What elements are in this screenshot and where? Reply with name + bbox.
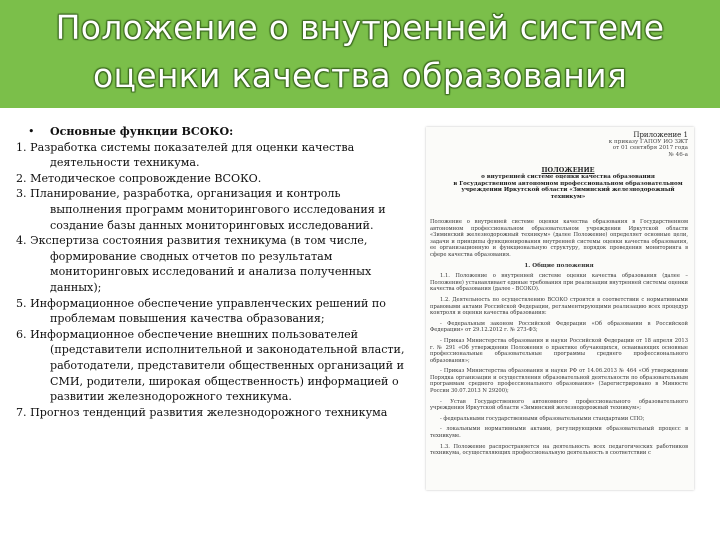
- document-title-line: учреждении Иркутской области «Зиминский железнодорожный техникум»: [461, 187, 675, 201]
- list-item: 4. Экспертиза состояния развития техникума (в том числе, формирование сводных отчетов по результатам мониторинговых исследований и анализа полученных данных);: [16, 234, 372, 294]
- list-item: 5. Информационное обеспечение управленческих решений по проблемам повышения качества образования;: [16, 296, 386, 326]
- document-paragraph: - локальными нормативными актами, регулирующими образовательный процесс в техникуме.: [430, 426, 688, 440]
- list-item: 1. Разработка системы показателей для оценки качества деятельности техникума.: [16, 140, 355, 170]
- slide-title: [0, 4, 720, 100]
- document-section-heading: 1. Общие положения: [524, 262, 594, 269]
- document-intro: Положение о внутренней системе оценки качества образования в Государственном автономном профессиональном образовательном учреждении Иркутской области «Зиминский железнодорожный техникум» (далее Положение) определяет основные цели, задачи и принципы функционирования внутренней системы оценки качества образования, ее организационную и функциональную структуру, порядок проведения мониторинга в сфере качества образования.: [430, 219, 688, 258]
- appendix-note: [608, 131, 688, 158]
- appendix-label: Приложение 1: [633, 131, 688, 139]
- document-paragraph: - федеральными государственными образовательными стандартами СПО;: [440, 415, 645, 422]
- appendix-line: к приказу ГАПОУ ИО ЗЖТ: [608, 139, 688, 145]
- list-item: 7. Прогноз тенденций развития железнодорожного техникума: [16, 405, 388, 419]
- functions-subtitle: Основные функции ВСОКО:: [50, 125, 234, 138]
- document-paragraph: - Устав Государственного автономного профессионального образовательного учреждения Иркутской области «Зиминский железнодорожный техникум»;: [430, 398, 688, 412]
- list-item: 6. Информационное обеспечение внешних пользователей (представители исполнительной и законодательной власти, работодатели, представители общественных организаций и СМИ, родители, широкая общественность) информацией о развитии железнодорожного техникума.: [16, 327, 405, 404]
- list-item: 3. Планирование, разработка, организация и контроль выполнения программ мониторингового исследования и создание базы данных мониторинговых исследований.: [16, 187, 386, 232]
- bullet-icon: •: [28, 125, 35, 138]
- document-scan: [426, 127, 694, 490]
- document-paragraph: 1.3. Положение распространяется на деятельность всех педагогических работников техникума, осуществляющих профессиональную деятельность в соответствии с: [430, 443, 688, 457]
- document-paragraph: 1.1. Положение о внутренней системе оценки качества образования (далее – Положение) устанавливает единые требования при реализации внутренней системы оценки качества образования (далее - ВСОКО).: [430, 273, 688, 293]
- document-body: [430, 219, 688, 461]
- document-paragraph: - Приказ Министерства образования и науки РФ от 14.06.2013 № 464 «Об утверждении Порядка организации и осуществления образовательной деятельности по образовательным программам среднего профессионального образования» (Зарегистрировано в Минюсте России 30.07.2013 N 29200);: [430, 368, 688, 395]
- document-title-main: ПОЛОЖЕНИЕ: [541, 166, 595, 174]
- document-paragraph: - Федеральным законом Российской Федерации «Об образовании в Российской Федерации» от 29.12.2012 г. № 273-ФЗ;: [430, 320, 688, 334]
- list-item: 2. Методическое сопровождение ВСОКО.: [16, 171, 262, 185]
- slide-title-line-1: Положение о внутренней системе: [55, 8, 665, 47]
- slide-title-line-2: оценки качества образования: [93, 56, 627, 95]
- document-title-line: о внутренней системе оценки качества образования: [481, 173, 655, 180]
- document-title-line: в Государственном автономном профессиональном образовательном: [453, 180, 683, 187]
- document-title: [448, 167, 688, 201]
- document-paragraph: - Приказ Министерства образования и науки Российской Федерации от 18 апреля 2013 г. № 291 «Об утверждении Положения о практике обучающихся, осваивающих основные профессиональные образовательные программы среднего профессионального образования»;: [430, 337, 688, 364]
- appendix-line: от 01 сентября 2017 года № 46-а: [612, 145, 688, 158]
- functions-list: [14, 124, 414, 420]
- title-banner: [0, 0, 720, 108]
- document-paragraph: 1.2. Деятельность по осуществлению ВСОКО строится в соответствии с нормативными правовыми актами Российской Федерации, регламентирующими реализацию всех процедур контроля и оценки качества образования:: [430, 296, 688, 317]
- functions-heading: [14, 124, 414, 140]
